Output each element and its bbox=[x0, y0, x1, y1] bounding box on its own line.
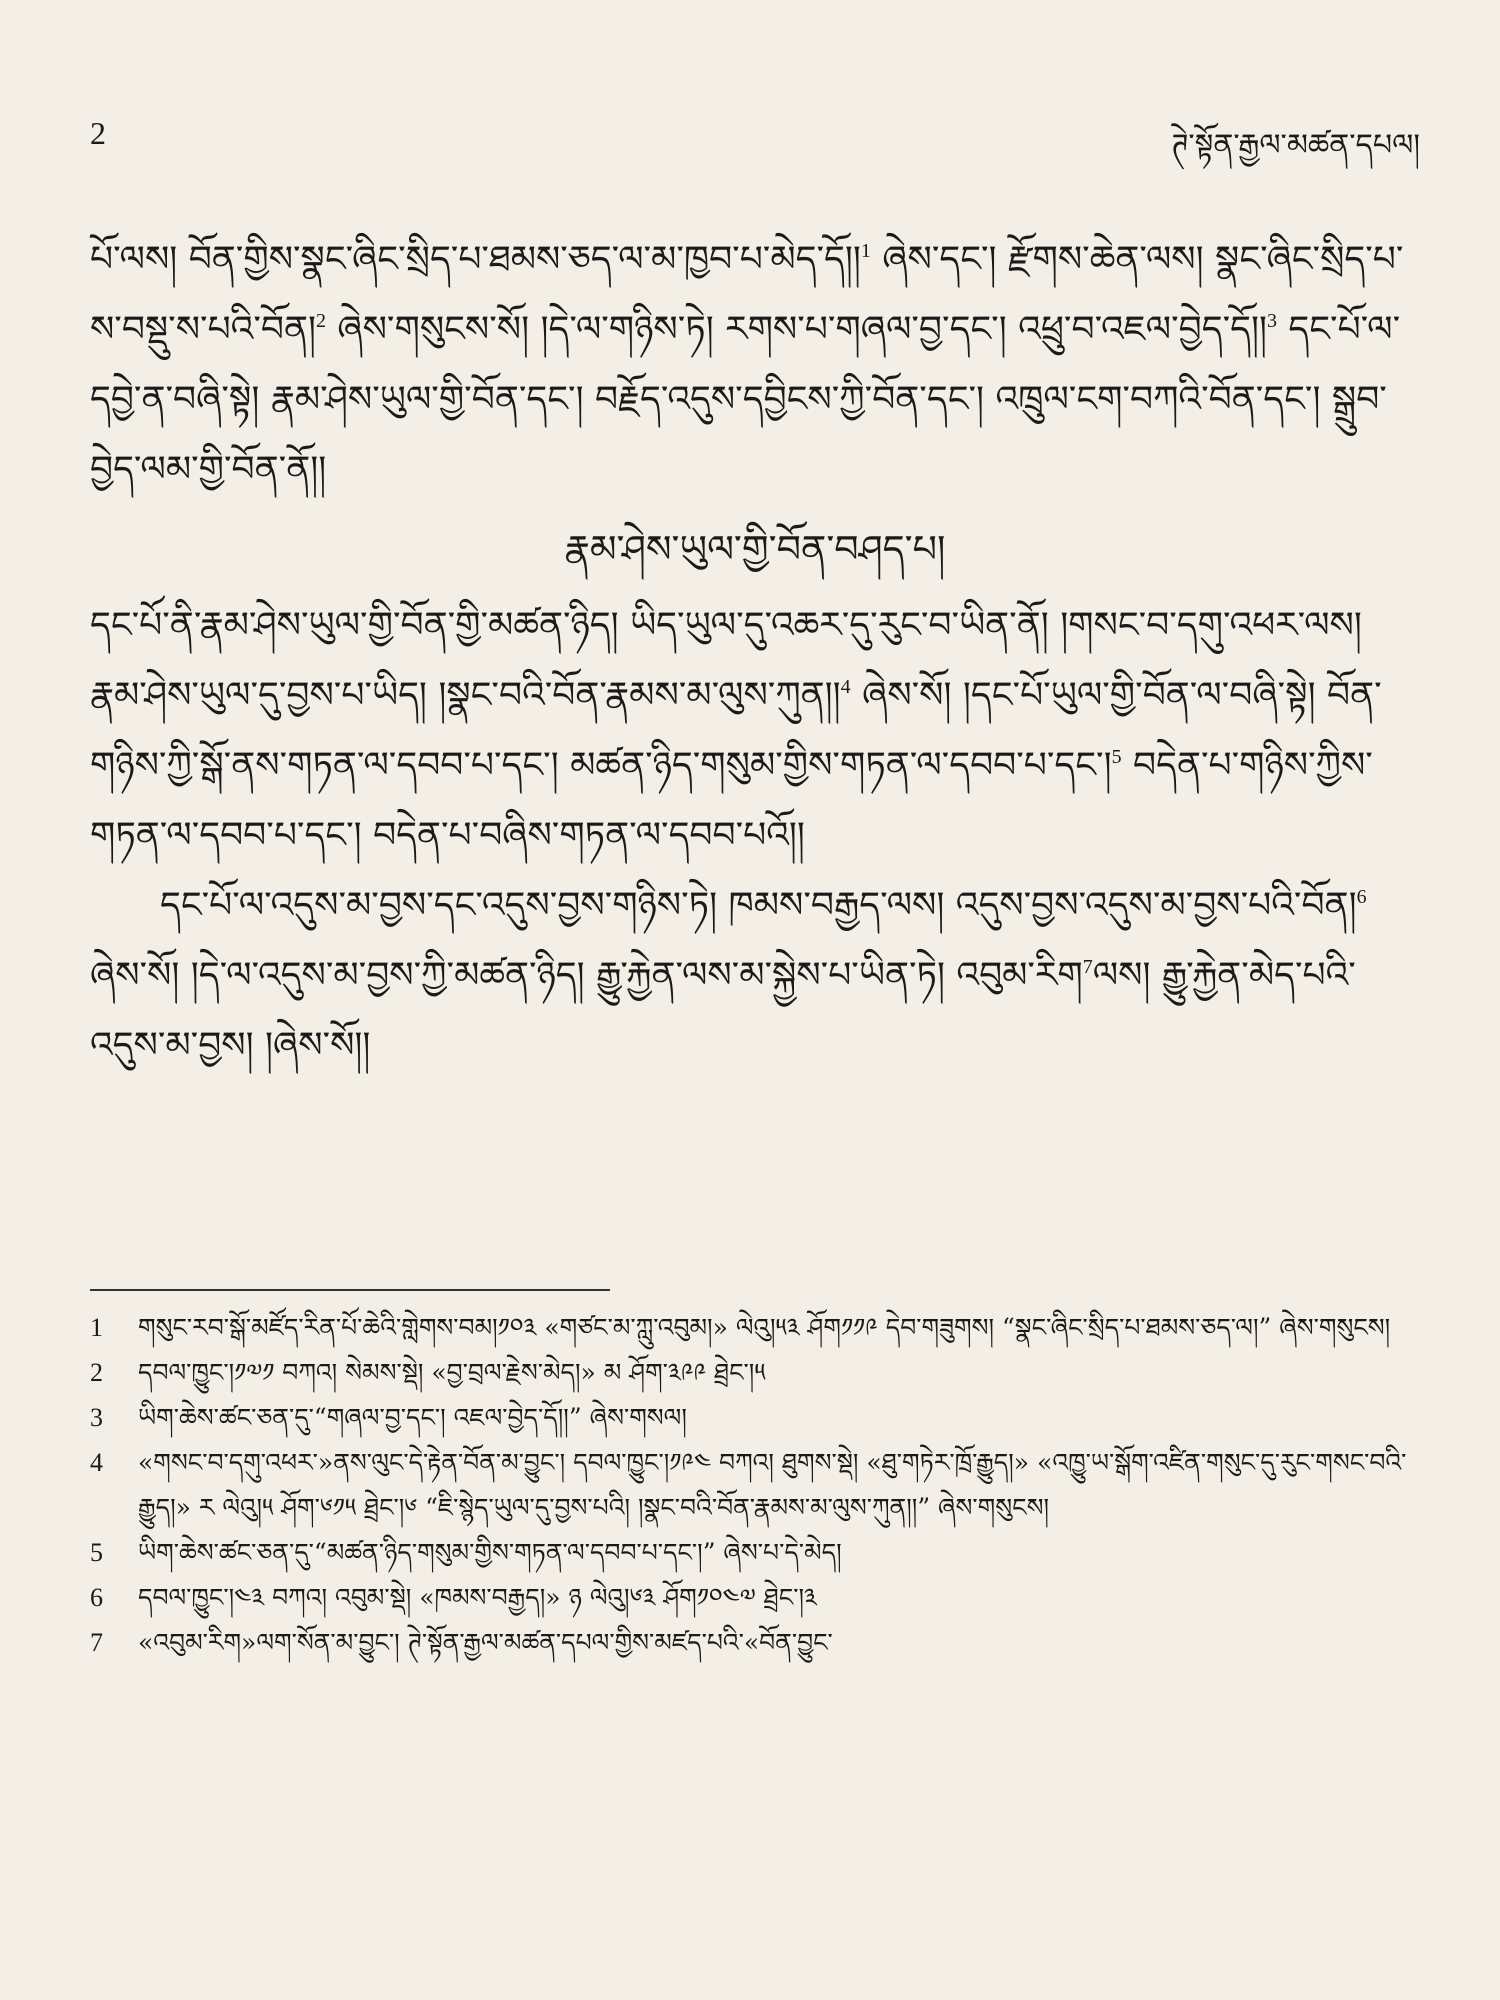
footnote-item bbox=[90, 1305, 1420, 1350]
footnote-text: «འབུམ་རིག»ལག་སོན་མ་བྱུང་། ཊེ་སྟོན་རྒྱལ་མཚན་དཔལ་གྱིས་མཛད་པའི་«བོན་བྱུང་ bbox=[138, 1628, 833, 1657]
paragraph-2 bbox=[90, 591, 1420, 871]
footnote-number: 7 bbox=[90, 1628, 103, 1657]
footnote-number: 3 bbox=[90, 1403, 103, 1432]
main-text bbox=[90, 225, 1420, 1081]
footnote-item bbox=[90, 1575, 1420, 1620]
footnote-text: དབལ་ཁྱུང་།༡༧༡ བཀའ། སེམས་སྡེ། «བྱ་བྲལ་རྗེས་མེད།» མ ཤོག་༣༩༩ ཐྲེང་།༥ bbox=[138, 1358, 766, 1387]
paragraph-text: བདེན་པ་གཉིས་ཀྱིས་གཏན་ལ་དབབ་པ་དང་། བདེན་པ་བཞིས་གཏན་ལ་དབབ་པའོ།། bbox=[90, 745, 1373, 856]
footnote-item bbox=[90, 1350, 1420, 1395]
footnote-item bbox=[90, 1530, 1420, 1575]
paragraph-text: ཞེས་དང་། རྫོགས་ཆེན་ལས། སྣང་ཞིང་སྲིད་པ་ས་བསྡུ་ས་པའི་བོན། bbox=[90, 239, 1404, 350]
footnote-ref: 6 bbox=[1356, 886, 1367, 908]
footnote-number: 2 bbox=[90, 1358, 103, 1387]
footnote-text: ཡིག་ཆེས་ཚང་ཅན་དུ་“མཚན་ཉིད་གསུམ་གྱིས་གཏན་ལ་དབབ་པ་དང་།” ཞེས་པ་དེ་མེད། bbox=[138, 1538, 842, 1567]
footnote-item bbox=[90, 1620, 1420, 1665]
paragraph-text: པོ་ལས། བོན་གྱིས་སྣང་ཞིང་སྲིད་པ་ཐམས་ཅད་ལ་མ་ཁྱབ་པ་མེད་དོ།། bbox=[90, 239, 861, 280]
footnote-divider bbox=[90, 1289, 610, 1291]
footnote-item bbox=[90, 1395, 1420, 1440]
paragraph-text: ཞེས་སོ། །དང་པོ་ཡུལ་གྱི་བོན་ལ་བཞི་སྟེ། བོན་གཉིས་ཀྱི་སྒོ་ནས་གཏན་ལ་དབབ་པ་དང་། མཚན་ཉིད་གསུམ་གྱིས་གཏན་ལ་དབབ་པ་དང་། bbox=[90, 675, 1382, 786]
footnote-ref: 5 bbox=[1111, 746, 1122, 768]
footnote-text: གསུང་རབ་སྒོ་མཛོད་རིན་པོ་ཆེའི་གླེགས་བམ།༡༠༣ «གཙང་མ་ཀླུ་འབུམ།» ལེའུ།༥༣ ཤོག༡༡༩ དེབ་གཟུགས། “སྣང་ཞིང་སྲིད་པ་ཐམས་ཅད་ལ།” ཞེས་གསུངས། bbox=[138, 1313, 1391, 1342]
footnote-ref: 3 bbox=[1266, 310, 1277, 332]
paragraph-text: ལས། རྒྱུ་རྐྱེན་མེད་པའི་འདུས་མ་བྱས། །ཞེས་སོ།། bbox=[90, 955, 1356, 1066]
running-header: ཊེ་སྟོན་རྒྱལ་མཚན་དཔལ། bbox=[1171, 128, 1420, 163]
section-heading: རྣམ་ཤེས་ཡུལ་གྱི་བོན་བཤད་པ། bbox=[564, 527, 946, 571]
paragraph-text: དང་པོ་ལ་འདུས་མ་བྱས་དང་འདུས་བྱས་གཉིས་ཏེ། ཁམས་བརྒྱད་ལས། འདུས་བྱས་འདུས་མ་བྱས་པའི་བོན། bbox=[160, 885, 1357, 926]
footnote-ref: 7 bbox=[1082, 956, 1093, 978]
paragraph-text: ཞེས་གསུངས་སོ། །དེ་ལ་གཉིས་ཏེ། རགས་པ་གཞལ་བྱ་དང་། འཕྲུ་བ་འཇལ་བྱེད་དོ།། bbox=[325, 309, 1267, 350]
paragraph-text: དང་པོ་ནི་རྣམ་ཤེས་ཡུལ་གྱི་བོན་གྱི་མཚན་ཉིད། ཡིད་ཡུལ་དུ་འཆར་དུ་རུང་བ་ཡིན་ནོ། །གསང་བ་དགུ་འཕར་ལས། རྣམ་ཤེས་ཡུལ་དུ་བྱས་པ་ཡིད། །སྣང་བའི་བོན་རྣམས་མ་ལུས་ཀུན།། bbox=[90, 605, 1362, 716]
footnote-ref: 2 bbox=[315, 310, 326, 332]
page-number: 2 bbox=[90, 115, 106, 151]
paragraph-1 bbox=[90, 225, 1420, 505]
footnote-number: 1 bbox=[90, 1313, 103, 1342]
footnote-ref: 1 bbox=[860, 240, 871, 262]
footnote-number: 5 bbox=[90, 1538, 103, 1567]
paragraph-3 bbox=[90, 871, 1420, 1081]
footnote-number: 4 bbox=[90, 1448, 103, 1477]
footnote-text: ཡིག་ཆེས་ཚང་ཅན་དུ་“གཞལ་བྱ་དང་། འཇལ་བྱེད་དོ།།” ཞེས་གསལ། bbox=[138, 1403, 687, 1432]
paragraph-text: དང་པོ་ལ་དབྱེ་ན་བཞི་སྟེ། རྣམ་ཤེས་ཡུལ་གྱི་བོན་དང་། བརྗོད་འདུས་དབྱིངས་ཀྱི་བོན་དང་། འཁྲུལ་ངག་བཀའི་བོན་དང་། སྒྲུབ་བྱེད་ལམ་གྱི་བོན་ནོ།། bbox=[90, 309, 1401, 490]
footnote-item bbox=[90, 1440, 1420, 1530]
footnotes bbox=[90, 1305, 1420, 1665]
footnote-text: «གསང་བ་དགུ་འཕར་»ནས་ལུང་དེ་རྟེན་བོན་མ་བྱུང་། དབལ་ཁྱུང་།༡༩༤ བཀའ། ཐུགས་སྡེ། «ཐུ་གཏེར་ཁྲོ་རྒྱུད།» «འཁྱུ་ཡ་སྒོག་འཛིན་གསུང་དུ་རུང་གསང་བའི་རྒྱུད།» ར ལེའུ།༥ ཤོག་༦༡༥ ཐྲེང་།༦ “ཇི་སྙེད་ཡུལ་དུ་བྱས་པའི། །སྣང་བའི་བོན་རྣམས་མ་ལུས་ཀུན།།” ཞེས་གསུངས། bbox=[138, 1448, 1407, 1522]
footnote-ref: 4 bbox=[840, 676, 851, 698]
footnote-text: དབལ་ཁྱུང་།༤༣ བཀའ། འབུམ་སྡེ། «ཁམས་བརྒྱད།» ཉ ལེའུ།༦༣ ཤོག༡༠༤༧ ཐྲེང་།༣ bbox=[138, 1583, 817, 1612]
paragraph-text: ཞེས་སོ། །དེ་ལ་འདུས་མ་བྱས་ཀྱི་མཚན་ཉིད། རྒྱུ་རྐྱེན་ལས་མ་སྐྱེས་པ་ཡིན་ཏེ། འབུམ་རིག bbox=[90, 955, 1083, 996]
footnote-number: 6 bbox=[90, 1583, 103, 1612]
